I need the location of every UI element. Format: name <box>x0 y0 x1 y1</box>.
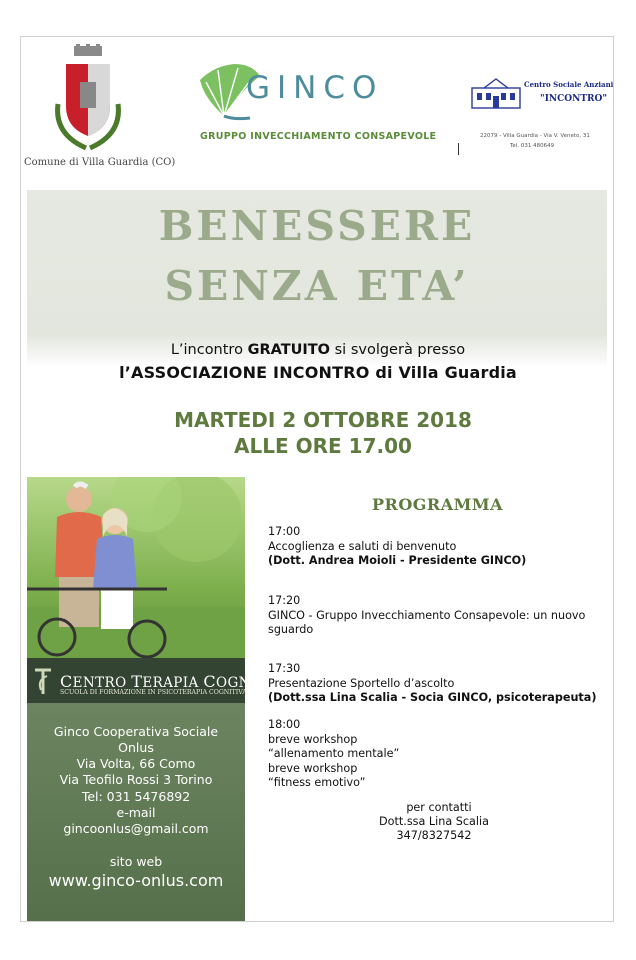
programma-text: Accoglienza e saluti di benvenuto <box>268 539 457 553</box>
programma-time: 17:00 <box>268 525 301 538</box>
event-date: MARTEDI 2 OTTOBRE 2018 <box>174 408 472 432</box>
programma-item <box>268 594 585 638</box>
venue-line: l’ASSOCIAZIONE INCONTRO di Villa Guardia <box>119 363 517 382</box>
programma-time: 17:20 <box>268 594 301 607</box>
seniors-cycling-photo <box>27 477 245 658</box>
ctc-name-initial-t: T <box>131 672 143 691</box>
website-label: sito web <box>109 854 163 869</box>
programma-title: PROGRAMMA <box>372 495 503 514</box>
programma-speaker: (Dott. Andrea Moioli - Presidente GINCO) <box>268 554 527 567</box>
programma-item <box>268 718 399 791</box>
email-label: e-mail <box>116 805 156 820</box>
website-link[interactable]: www.ginco-onlus.com <box>48 871 224 890</box>
org-name: Ginco Cooperativa Sociale <box>53 724 219 739</box>
comune-caption: Comune di Villa Guardia (CO) <box>24 157 176 168</box>
org-type: Onlus <box>118 740 154 755</box>
programma-item <box>268 662 596 706</box>
ctc-logo-icon <box>33 666 53 696</box>
contatti-phone: 347/8327542 <box>396 829 472 842</box>
intro-free-label: GRATUITO <box>247 342 331 358</box>
programma-item <box>268 525 526 569</box>
intro-prefix: L’incontro <box>170 342 248 358</box>
comune-crest-logo <box>50 44 126 154</box>
ginco-subtitle: GRUPPO INVECCHIAMENTO CONSAPEVOLE <box>200 131 437 142</box>
ctc-name-initial-c: C <box>60 672 73 691</box>
programma-speaker: (Dott.ssa Lina Scalia - Socia GINCO, psicoterapeuta) <box>268 691 597 704</box>
contatti-label: per contatti <box>406 801 472 814</box>
programma-text: GINCO - Gruppo Invecchiamento Consapevole: un nuovo <box>268 608 586 622</box>
centro-phone: Tel. 031 480649 <box>510 143 555 149</box>
ctc-name-initial-c2: C <box>203 672 217 691</box>
title-line-1: BENESSERE <box>158 202 476 250</box>
ctc-subtitle: SCUOLA DI FORMAZIONE IN PSICOTERAPIA COGNITIVA <box>60 689 247 696</box>
divider <box>458 143 459 155</box>
programma-text: “fitness emotivo” <box>268 776 366 789</box>
programma-time: 18:00 <box>268 718 301 731</box>
programma-text: Presentazione Sportello d’ascolto <box>268 676 455 690</box>
address-como: Via Volta, 66 Como <box>76 756 196 771</box>
programma-time: 17:30 <box>268 662 301 675</box>
intro-suffix: si svolgerà presso <box>330 342 466 358</box>
ctc-name-part: OGNITIVA <box>216 675 292 691</box>
phone: Tel: 031 5476892 <box>81 789 191 804</box>
programma-text: breve workshop <box>268 761 358 775</box>
address-torino: Via Teofilo Rossi 3 Torino <box>59 772 213 787</box>
intro-line <box>0 342 636 358</box>
ginco-wordmark: GINCO <box>246 70 384 106</box>
programma-text: sguardo <box>268 623 314 636</box>
ctc-name-part: ERAPIA <box>142 675 204 691</box>
programma-text: “allenamento mentale” <box>268 747 400 760</box>
title-line-2: SENZA ETA’ <box>164 262 470 310</box>
email-address[interactable]: gincoonlus@gmail.com <box>63 821 209 836</box>
contatti-name: Dott.ssa Lina Scalia <box>379 815 489 828</box>
programma-text: breve workshop <box>268 732 358 746</box>
event-time: ALLE ORE 17.00 <box>234 434 412 458</box>
ctc-name-part: ENTRO <box>72 675 132 691</box>
centro-building-icon <box>470 76 522 110</box>
centro-incontro-label: "INCONTRO" <box>540 94 608 104</box>
centro-address: 22079 - Villa Guardia - Via V. Veneto, 31 <box>480 133 590 139</box>
centro-name: Centro Sociale Anziani <box>524 80 614 89</box>
